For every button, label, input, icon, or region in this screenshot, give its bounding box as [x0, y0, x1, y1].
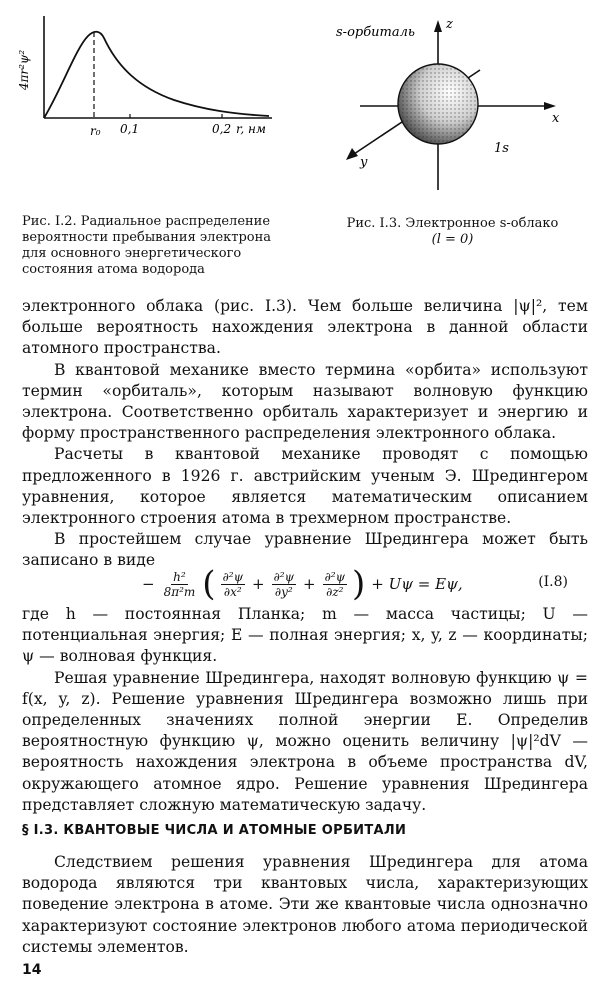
z-arrow-icon	[434, 20, 442, 32]
figure1-caption: Рис. I.2. Радиальное распределение вероятности пребывания электрона для основного энергетического состояния атома водорода	[22, 214, 272, 277]
section-title: § I.3. КВАНТОВЫЕ ЧИСЛА И АТОМНЫЕ ОРБИТАЛИ	[22, 823, 407, 838]
tick-0-1: 0,1	[120, 122, 140, 136]
figure2-caption-line2: (l = 0)	[431, 232, 474, 247]
eq-fraction-x: $\frac{\text{∂²ψ}}{\text{∂x²}}$	[222, 569, 243, 599]
paragraph: Решая уравнение Шредингера, находят волновую функцию ψ = f(x, y, z). Решение уравнения Шредингера возможно лишь при определенных значениях полной энергии E. Определив вероятностную функцию ψ, можно оценить величину |ψ|²dV — вероятность нахождения электрона в объеме пространства dV, окружающего атомное ядро. Решение уравнения Шредингера представляет сложную математическую задачу.	[22, 668, 588, 814]
axis-x-label: x	[552, 111, 560, 126]
eq-rhs: + Uψ = Eψ,	[371, 575, 463, 593]
eq-right-paren: )	[352, 564, 366, 604]
main-text-block-2	[22, 604, 588, 816]
eq-minus: −	[142, 575, 155, 593]
paragraph: где h — постоянная Планка; m — масса частицы; U — потенциальная энергия; E — полная энергия; x, y, z — координаты; ψ — волновая функция.	[22, 605, 588, 666]
equation-number: (I.8)	[538, 574, 568, 590]
figure2-caption	[330, 216, 575, 248]
y-axis-label: 4πr²ψ²	[17, 49, 31, 91]
axis-z-label: z	[446, 17, 453, 32]
y-arrow-icon	[346, 148, 358, 160]
x-arrow-icon	[544, 102, 556, 110]
figure2-caption-line1: Рис. I.3. Электронное s-облако	[346, 216, 559, 231]
eq-fraction-z: $\frac{\text{∂²ψ}}{\text{∂z²}}$	[324, 569, 346, 599]
paragraph: В квантовой механике вместо термина «орбита» используют термин «орбиталь», которым называют волновую функцию электрона. Соответственно орбиталь характеризует и энергию и форму пространственного распределения электронного облака.	[22, 360, 588, 443]
paragraph: В простейшем случае уравнение Шредингера может быть записано в виде	[22, 530, 588, 570]
page-number: 14	[22, 962, 42, 978]
eq-left-paren: (	[202, 564, 216, 604]
distribution-curve	[44, 32, 269, 118]
s-orbital-figure	[330, 8, 580, 198]
main-text-block	[22, 296, 588, 572]
tick-0-2: 0,2	[212, 122, 232, 136]
axis-y-label: y	[360, 155, 368, 170]
paragraph: электронного облака (рис. I.3). Чем больше величина |ψ|², тем больше вероятность нахождения электрона в данной области атомного пространства.	[22, 297, 588, 358]
radial-distribution-figure	[14, 8, 284, 158]
main-text-block-3	[22, 852, 588, 958]
paragraph: Следствием решения уравнения Шредингера для атома водорода являются три квантовых числа, характеризующих поведение электрона в атоме. Эти же квантовые числа однозначно характеризуют состояние электронов любого атома периодической системы элементов.	[22, 853, 588, 956]
paragraph: Расчеты в квантовой механике проводят с помощью предложенного в 1926 г. австрийским ученым Э. Шредингером уравнения, которое является математическим описанием электронного строения атома в трехмерном пространстве.	[22, 445, 588, 528]
x-axis-label: r, нм	[236, 122, 266, 136]
schrodinger-equation: − $\frac{\text{h²}}{\text{8π²m}}$ ( $\frac{\text{∂²ψ}}{\text{∂x²}}$ + $\frac{\text{∂²ψ}}{\text{∂y²}}$ + $\frac{\text{∂²ψ}}{\text{∂z²}}$ ) + Uψ = Eψ, (I.8)	[142, 564, 568, 604]
eq-fraction-y: $\frac{\text{∂²ψ}}{\text{∂y²}}$	[273, 569, 295, 599]
orbital-label: s-орбиталь	[336, 25, 415, 40]
tick-r0: r₀	[90, 124, 101, 138]
state-label: 1s	[494, 141, 509, 156]
eq-fraction-h: $\frac{\text{h²}}{\text{8π²m}}$	[163, 569, 196, 599]
